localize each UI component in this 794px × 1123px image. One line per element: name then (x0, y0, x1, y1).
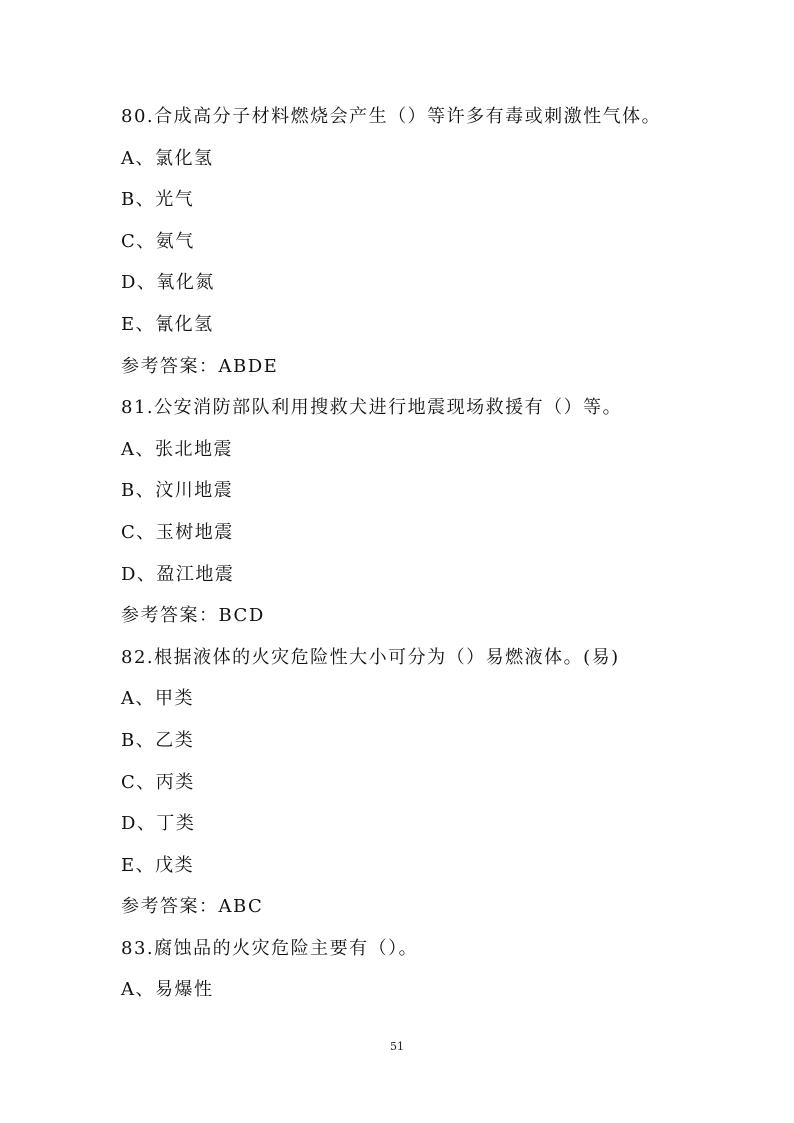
q80-option-b: B、光气 (121, 189, 195, 211)
q83-option-a: A、易爆性 (121, 979, 214, 1001)
question-80-text: 80.合成高分子材料燃烧会产生（）等许多有毒或刺激性气体。 (121, 106, 662, 127)
question-83-text: 83.腐蚀品的火灾危险主要有（）。 (121, 937, 419, 959)
page-number: 51 (390, 1040, 404, 1053)
q80-option-e: E、氰化氢 (121, 313, 214, 335)
q80-answer: 参考答案：ABDE (121, 355, 279, 377)
question-82-text: 82.根据液体的火灾危险性大小可分为（）易燃液体。(易) (121, 646, 620, 668)
q81-option-b: B、汶川地震 (121, 480, 234, 502)
q82-answer: 参考答案：ABC (121, 896, 264, 918)
q80-option-a: A、氯化氢 (121, 147, 214, 169)
question-81-text: 81.公安消防部队利用搜救犬进行地震现场救援有（）等。 (121, 397, 623, 419)
q82-option-e: E、戊类 (121, 854, 195, 876)
q80-option-c: C、氨气 (121, 230, 195, 252)
question-list (121, 100, 681, 1015)
q82-option-c: C、丙类 (121, 771, 195, 793)
q82-option-d: D、丁类 (121, 813, 196, 835)
q81-option-a: A、张北地震 (121, 438, 233, 460)
q81-option-d: D、盈江地震 (121, 563, 235, 585)
q81-answer: 参考答案：BCD (121, 605, 265, 627)
q81-option-c: C、玉树地震 (121, 521, 234, 543)
q82-option-a: A、甲类 (121, 688, 194, 710)
q80-option-d: D、氧化氮 (121, 272, 215, 294)
q82-option-b: B、乙类 (121, 729, 195, 751)
